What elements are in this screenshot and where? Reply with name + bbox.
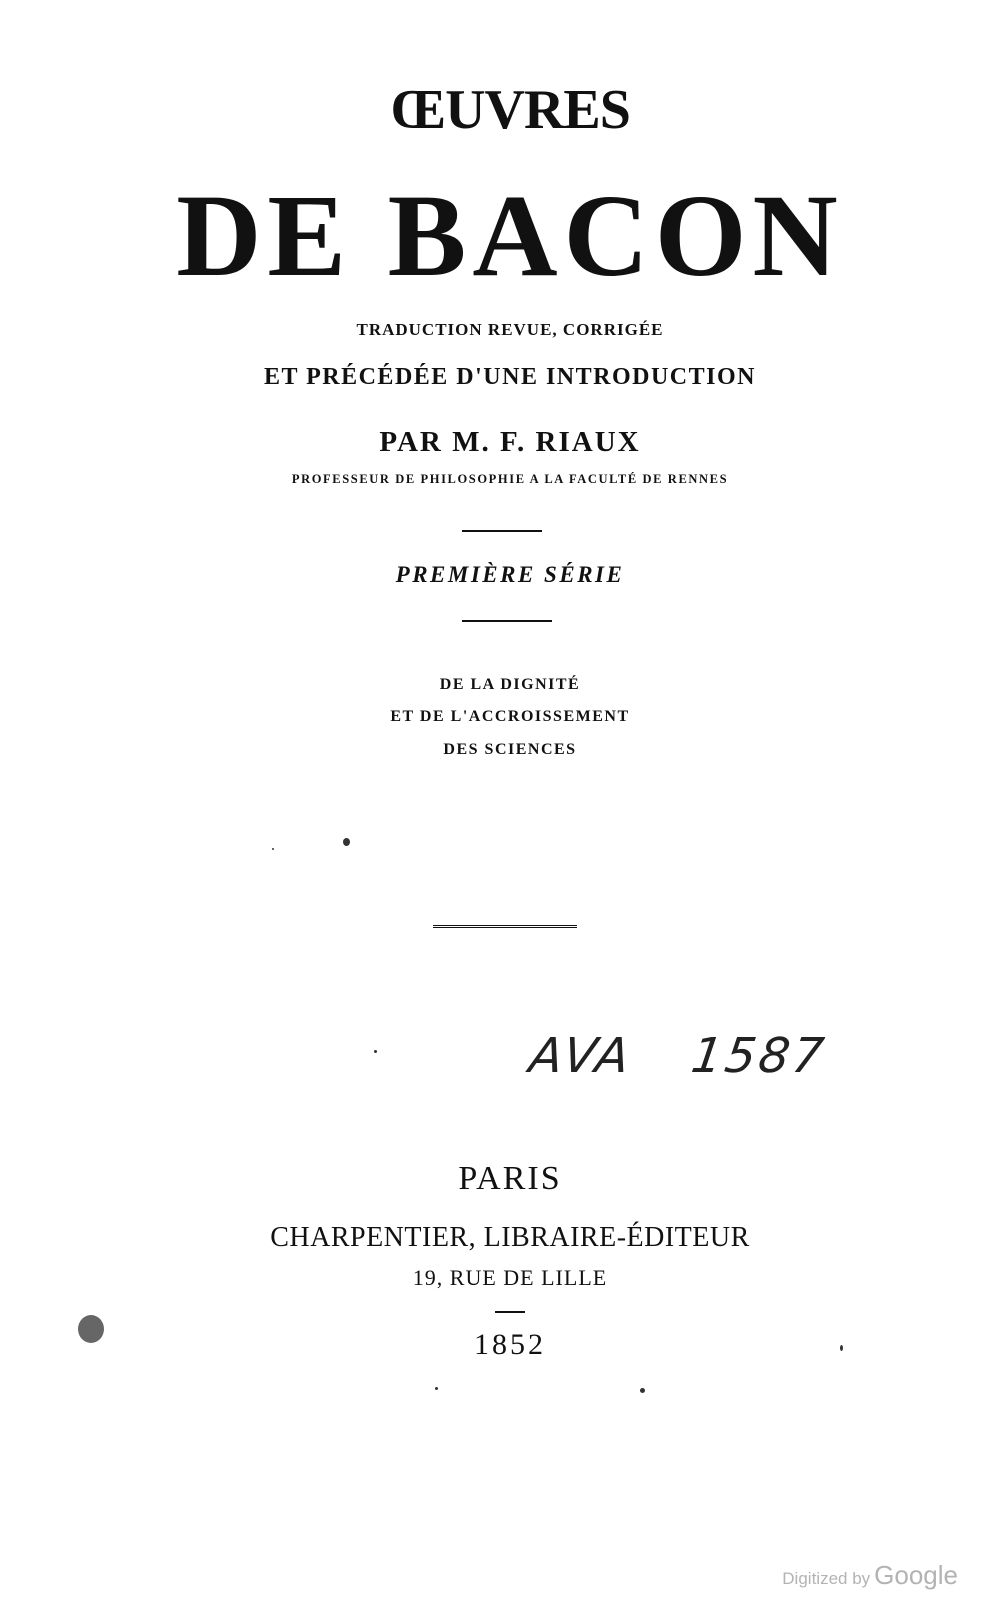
author-credentials: PROFESSEUR DE PHILOSOPHIE A LA FACULTÉ DE RENNES: [291, 472, 729, 486]
shelfmark-part-2: 1587: [687, 1028, 830, 1084]
title-line-oeuvres: ŒUVRES: [390, 79, 630, 141]
ink-speck: [272, 848, 274, 850]
work-title-line-1: DE LA DIGNITÉ: [439, 676, 581, 693]
imprint-publisher: CHARPENTIER, LIBRAIRE-ÉDITEUR: [270, 1222, 750, 1253]
ink-speck: [640, 1388, 645, 1393]
google-logo-text: Google: [874, 1560, 958, 1590]
divider-double-rule: [433, 925, 577, 928]
work-title-line-3: DES SCIENCES: [443, 741, 577, 758]
imprint-address: 19, RUE DE LILLE: [412, 1265, 608, 1290]
ink-stain: [78, 1315, 104, 1343]
divider-rule: [462, 530, 542, 532]
title-line-de-bacon: DE BACON: [176, 170, 844, 301]
divider-short-rule: [495, 1311, 525, 1313]
handwritten-shelfmark: [526, 1028, 830, 1084]
shelfmark-part-1: AVA: [526, 1028, 636, 1084]
digitized-watermark: [782, 1560, 958, 1591]
imprint-place: PARIS: [458, 1160, 562, 1197]
series-label: PREMIÈRE SÉRIE: [395, 562, 625, 587]
divider-rule: [462, 620, 552, 622]
author-name: PAR M. F. RIAUX: [379, 426, 641, 458]
imprint-year: 1852: [474, 1328, 546, 1361]
ink-speck: [374, 1050, 377, 1053]
ink-speck: [435, 1387, 438, 1390]
watermark-prefix: Digitized by: [782, 1569, 871, 1588]
subtitle-line-1: TRADUCTION REVUE, CORRIGÉE: [356, 320, 664, 339]
ink-speck: [840, 1345, 843, 1351]
ink-speck: [343, 838, 350, 846]
subtitle-line-2: ET PRÉCÉDÉE D'UNE INTRODUCTION: [264, 364, 756, 390]
work-title-line-2: ET DE L'ACCROISSEMENT: [390, 708, 630, 725]
